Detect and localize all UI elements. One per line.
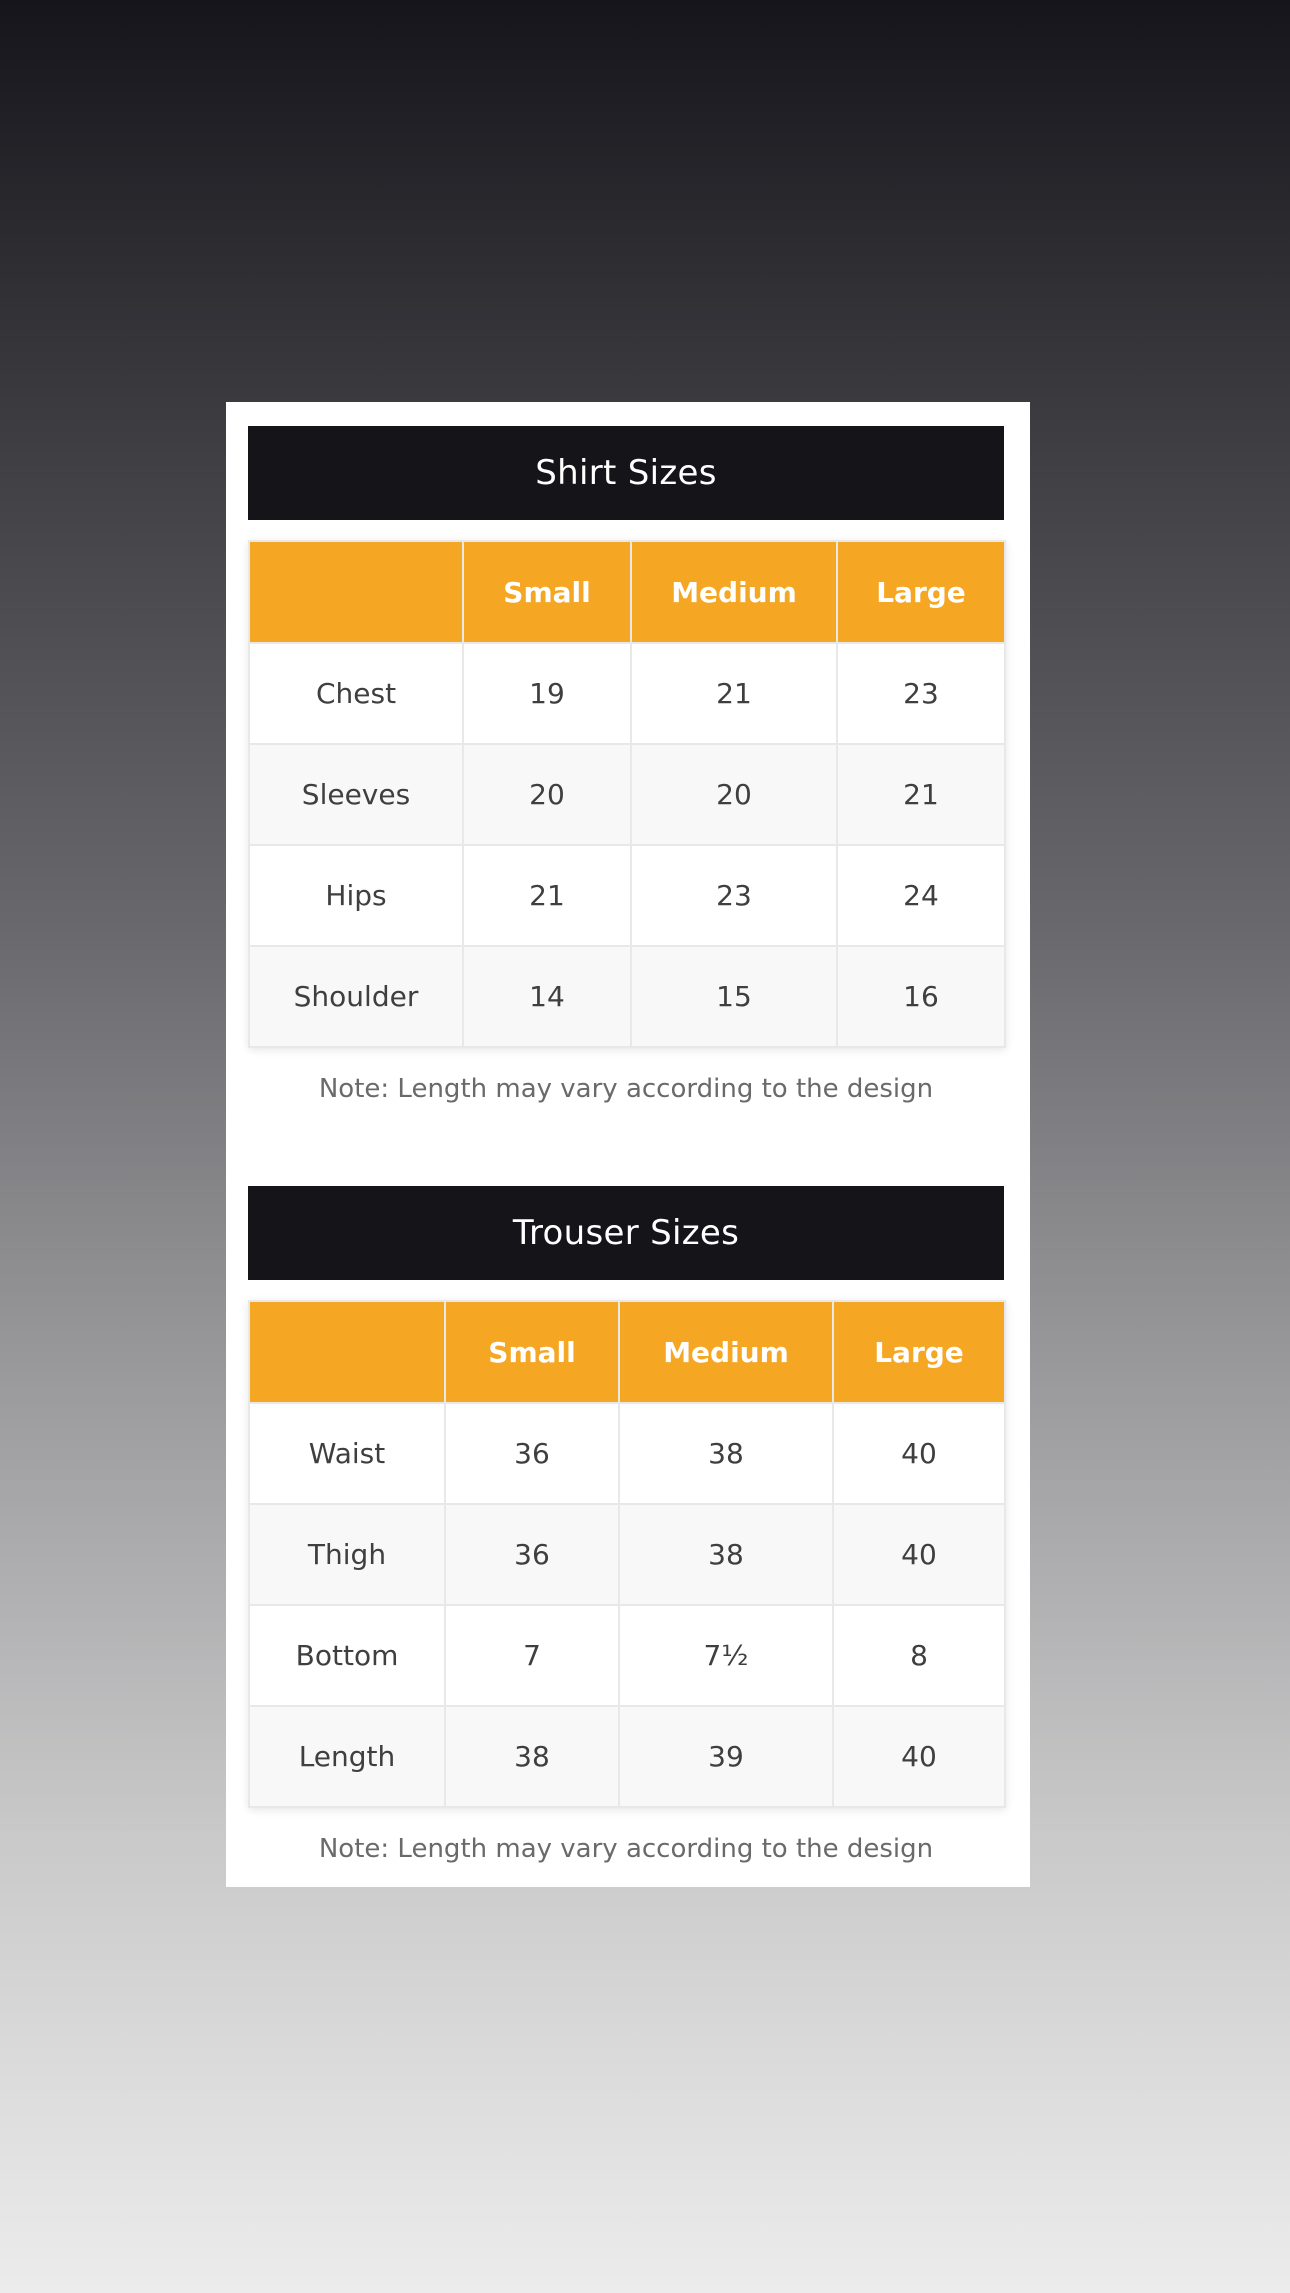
trouser-length-note: Note: Length may vary according to the design xyxy=(318,1834,934,1864)
header-cell-medium: Medium xyxy=(619,1301,833,1403)
value-large: 40 xyxy=(833,1706,1005,1807)
header-cell-small: Small xyxy=(463,541,631,643)
value-large: 16 xyxy=(837,946,1005,1047)
table-row xyxy=(249,1605,1005,1706)
table-row xyxy=(249,1706,1005,1807)
header-cell-empty xyxy=(249,1301,445,1403)
value-small: 19 xyxy=(463,643,631,744)
row-label: Shoulder xyxy=(249,946,463,1047)
value-medium: 21 xyxy=(631,643,837,744)
value-small: 14 xyxy=(463,946,631,1047)
row-label: Waist xyxy=(249,1403,445,1504)
row-label: Bottom xyxy=(249,1605,445,1706)
trouser-sizes-title: Trouser Sizes xyxy=(248,1186,1004,1280)
value-medium: 15 xyxy=(631,946,837,1047)
table-row xyxy=(249,643,1005,744)
row-label: Sleeves xyxy=(249,744,463,845)
value-large: 23 xyxy=(837,643,1005,744)
value-medium: 23 xyxy=(631,845,837,946)
table-row xyxy=(249,1403,1005,1504)
table-header-row xyxy=(249,541,1005,643)
value-small: 38 xyxy=(445,1706,619,1807)
row-label: Thigh xyxy=(249,1504,445,1605)
row-label: Chest xyxy=(249,643,463,744)
value-large: 21 xyxy=(837,744,1005,845)
value-small: 36 xyxy=(445,1403,619,1504)
value-medium: 39 xyxy=(619,1706,833,1807)
value-medium: 38 xyxy=(619,1504,833,1605)
row-label: Hips xyxy=(249,845,463,946)
value-medium: 38 xyxy=(619,1403,833,1504)
trouser-size-table xyxy=(248,1300,1006,1808)
value-large: 40 xyxy=(833,1504,1005,1605)
header-cell-medium: Medium xyxy=(631,541,837,643)
shirt-length-note: Note: Length may vary according to the design xyxy=(318,1074,934,1104)
value-large: 40 xyxy=(833,1403,1005,1504)
value-large: 24 xyxy=(837,845,1005,946)
header-cell-empty xyxy=(249,541,463,643)
size-chart-card xyxy=(226,402,1030,1887)
shirt-sizes-title: Shirt Sizes xyxy=(248,426,1004,520)
table-header-row xyxy=(249,1301,1005,1403)
header-cell-large: Large xyxy=(837,541,1005,643)
value-large: 8 xyxy=(833,1605,1005,1706)
row-label: Length xyxy=(249,1706,445,1807)
table-row xyxy=(249,845,1005,946)
trouser-sizes-section xyxy=(248,1186,1004,1864)
value-small: 36 xyxy=(445,1504,619,1605)
header-cell-small: Small xyxy=(445,1301,619,1403)
value-small: 21 xyxy=(463,845,631,946)
value-medium: 7½ xyxy=(619,1605,833,1706)
header-cell-large: Large xyxy=(833,1301,1005,1403)
table-row xyxy=(249,946,1005,1047)
value-small: 7 xyxy=(445,1605,619,1706)
value-small: 20 xyxy=(463,744,631,845)
table-row xyxy=(249,1504,1005,1605)
shirt-sizes-section xyxy=(248,426,1004,1104)
table-row xyxy=(249,744,1005,845)
value-medium: 20 xyxy=(631,744,837,845)
shirt-size-table xyxy=(248,540,1006,1048)
